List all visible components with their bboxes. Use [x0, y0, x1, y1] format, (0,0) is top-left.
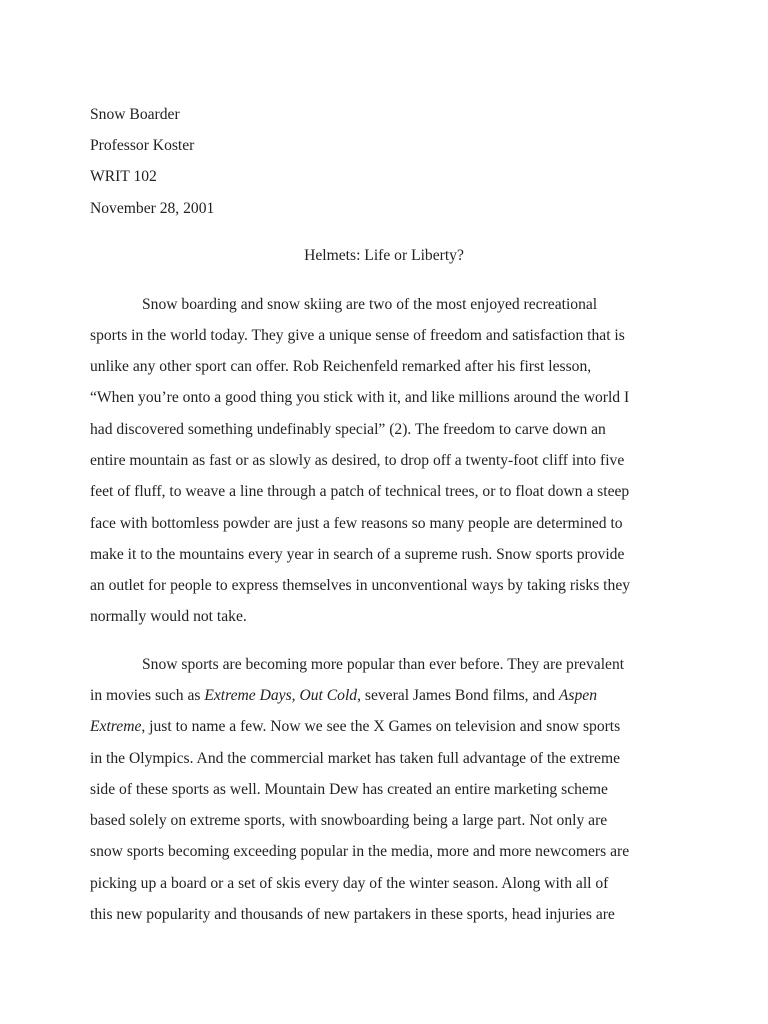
paragraph-line: an outlet for people to express themselves in unconventional ways by taking risks they — [90, 577, 631, 594]
paragraph-line: based solely on extreme sports, with snowboarding being a large part. Not only are — [90, 812, 608, 829]
paragraph-line: this new popularity and thousands of new partakers in these sports, head injuries are — [90, 906, 615, 923]
author-name: Snow Boarder — [90, 106, 180, 123]
paragraph-line: had discovered something undefinably special” (2). The freedom to carve down an — [90, 421, 606, 438]
paragraph-line: snow sports becoming exceeding popular in the media, more and more newcomers are — [90, 843, 630, 860]
paragraph-line: “When you’re onto a good thing you stick with it, and like millions around the world I — [90, 389, 630, 406]
paragraph-line: Snow sports are becoming more popular than ever before. They are prevalent — [142, 656, 625, 673]
text-run: , just to name a few. Now we see the X Games on television and snow sports — [141, 718, 621, 735]
paragraph-line: picking up a board or a set of skis every day of the winter season. Along with all of — [90, 875, 609, 892]
text-run: , several James Bond films, and — [357, 687, 559, 704]
paragraph-line: sports in the world today. They give a unique sense of freedom and satisfaction that is — [90, 327, 625, 344]
essay-title: Helmets: Life or Liberty? — [304, 247, 464, 264]
text-run: in movies such as — [90, 687, 205, 704]
paragraph-line: entire mountain as fast or as slowly as desired, to drop off a twenty-foot cliff into five — [90, 452, 625, 469]
course-code: WRIT 102 — [90, 168, 157, 185]
movie-title-italic: Aspen — [558, 687, 598, 704]
paragraph-line — [90, 717, 620, 737]
paragraph-line: in the Olympics. And the commercial market has taken full advantage of the extreme — [90, 750, 621, 767]
paragraph-line: make it to the mountains every year in search of a supreme rush. Snow sports provide — [90, 546, 625, 563]
paragraph-line: normally would not take. — [90, 608, 247, 625]
movie-title-italic: Extreme — [90, 718, 142, 735]
paragraph-line: feet of fluff, to weave a line through a patch of technical trees, or to float down a steep — [90, 483, 630, 500]
paragraph-line: face with bottomless powder are just a few reasons so many people are determined to — [90, 515, 623, 532]
professor-name: Professor Koster — [90, 137, 195, 154]
submission-date: November 28, 2001 — [90, 200, 215, 217]
paragraph-line: side of these sports as well. Mountain Dew has created an entire marketing scheme — [90, 781, 608, 798]
movie-title-italic: Extreme Days, Out Cold — [204, 687, 358, 704]
paragraph-line — [90, 686, 597, 706]
paragraph-line: Snow boarding and snow skiing are two of the most enjoyed recreational — [142, 296, 598, 313]
paragraph-line: unlike any other sport can offer. Rob Reichenfeld remarked after his first lesson, — [90, 358, 592, 375]
